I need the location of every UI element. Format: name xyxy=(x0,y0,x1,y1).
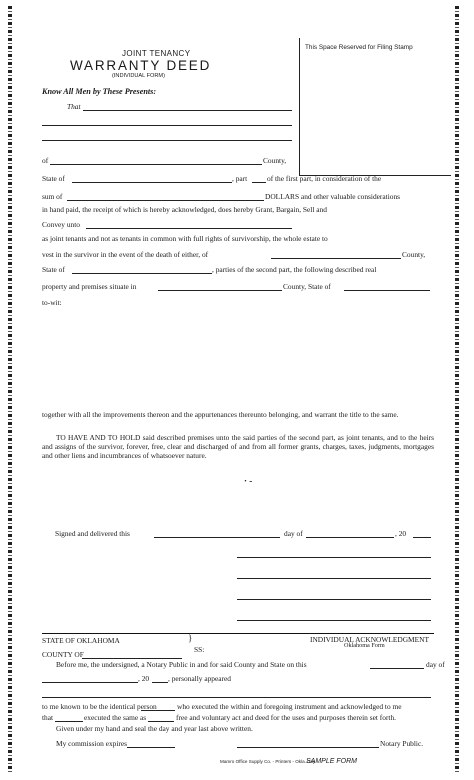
state-of-label-2: State of xyxy=(42,265,65,274)
second-part-text: , parties of the second part, the following described real xyxy=(212,265,377,274)
habendum-clause: TO HAVE AND TO HOLD said described premises unto the said parties of the second part, as joint tenants, and to the heirs and assigns of the survivor, forever, free, clear and discharged of and from all former grants, charges, taxes, judgments, mortgages and other liens and incumbrances of whatsoever nature. xyxy=(42,433,434,460)
know-all-men: Know All Men by These Presents: xyxy=(42,87,157,96)
signed-month-line[interactable] xyxy=(306,537,394,538)
identical-person-line[interactable] xyxy=(141,710,175,711)
page-mark: · - xyxy=(244,476,253,486)
notary-signature-line[interactable] xyxy=(237,747,379,748)
county-state-label: County, State of xyxy=(283,282,331,291)
ack-month-line[interactable] xyxy=(42,682,138,683)
grantor-line-1[interactable] xyxy=(83,110,292,111)
dollars-text: DOLLARS and other valuable considerations xyxy=(265,192,401,201)
grantor-county-line[interactable] xyxy=(50,164,262,165)
of-label: of xyxy=(42,156,49,165)
ss-bracket: } xyxy=(188,633,193,643)
free-act-text: free and voluntary act and deed for the uses and purposes therein set forth. xyxy=(176,713,396,722)
to-wit-label: to-wit: xyxy=(42,298,62,307)
signature-line-4[interactable] xyxy=(237,620,431,621)
signed-day-line[interactable] xyxy=(154,537,280,538)
given-under-text: Given under my hand and seal the day and year last above written. xyxy=(56,724,253,733)
county-label-2: County, xyxy=(402,250,426,259)
filing-stamp-label: This Space Reserved for Filing Stamp xyxy=(305,44,413,51)
known-to-be-text: to me known to be the identical person xyxy=(42,702,157,711)
joint-tenants-line: as joint tenants and not as tenants in common with full rights of survivorship, the whole estate to xyxy=(42,234,328,243)
part-suffix-line[interactable] xyxy=(252,182,266,183)
state-oklahoma: STATE OF OKLAHOMA xyxy=(42,636,120,645)
ack-year-line[interactable] xyxy=(152,682,168,683)
commission-line[interactable] xyxy=(127,747,175,748)
grantor-line-2[interactable] xyxy=(42,125,292,126)
property-state-line[interactable] xyxy=(344,290,430,291)
grantee-state-line[interactable] xyxy=(72,273,212,274)
sum-line[interactable] xyxy=(67,200,264,201)
grantee-county-line[interactable] xyxy=(271,258,401,259)
before-me-text: Before me, the undersigned, a Notary Public in and for said County and State on this xyxy=(56,660,307,669)
sample-form-label: SAMPLE FORM xyxy=(306,758,357,765)
state-of-label: State of xyxy=(42,174,65,183)
who-executed-text: who executed the within and foregoing instrument and acknowledged to me xyxy=(177,702,402,711)
filing-stamp-box xyxy=(299,38,451,176)
grantor-state-line[interactable] xyxy=(72,182,232,183)
executed-as-line[interactable] xyxy=(148,721,174,722)
receipt-line: in hand paid, the receipt of which is hereby acknowledged, does hereby Grant, Bargain, Sell and xyxy=(42,205,327,214)
appurtenances-clause: together with all the improvements thereon and the appurtenances thereunto belonging, and warrant the title to the same. xyxy=(42,410,399,419)
ack-heading: INDIVIDUAL ACKNOWLEDGMENT xyxy=(310,635,429,644)
ack-county-line[interactable] xyxy=(82,658,182,659)
ack-divider xyxy=(42,633,434,634)
notary-public-label: Notary Public. xyxy=(380,739,424,748)
property-county-line[interactable] xyxy=(158,290,282,291)
printer-credit: Mamro Office Supply Co. - Printers - Okla. City xyxy=(220,759,316,764)
year-prefix: , 20 xyxy=(395,529,407,538)
ack-form-label: Oklahoma Form xyxy=(344,642,385,649)
sum-of-label: sum of xyxy=(42,192,63,201)
joint-tenancy-label: JOINT TENANCY xyxy=(122,49,191,58)
ack-day-line[interactable] xyxy=(370,668,424,669)
day-of-label: day of xyxy=(284,529,303,538)
executed-same-text: executed the same as xyxy=(84,713,147,722)
page-border-right xyxy=(455,6,459,774)
property-situate-label: property and premises situate in xyxy=(42,282,137,291)
personally-appeared: , personally appeared xyxy=(168,674,231,683)
signed-year-line[interactable] xyxy=(413,537,431,538)
grantor-line-3[interactable] xyxy=(42,140,292,141)
ack-day-of-label: day of xyxy=(426,660,445,669)
part-label: , part xyxy=(232,174,248,183)
ss-label: SS: xyxy=(194,645,205,654)
signed-delivered-label: Signed and delivered this xyxy=(55,529,130,538)
commission-label: My commission expires xyxy=(56,739,128,748)
vest-line: vest in the survivor in the event of the death of either, of xyxy=(42,250,209,259)
appeared-name-line[interactable] xyxy=(42,697,431,698)
signature-line-2[interactable] xyxy=(237,578,431,579)
first-part-text: of the first part, in consideration of the xyxy=(267,174,382,183)
convey-unto-label: Convey unto xyxy=(42,220,80,229)
ack-year-prefix: , 20 xyxy=(138,674,150,683)
county-label: County, xyxy=(263,156,287,165)
that-label: That xyxy=(67,102,81,111)
grantee-line[interactable] xyxy=(86,228,292,229)
signature-line-3[interactable] xyxy=(237,599,431,600)
signature-line-1[interactable] xyxy=(237,557,431,558)
county-of-label: COUNTY OF xyxy=(42,650,84,659)
page-border-left xyxy=(8,6,12,774)
deed-subtitle: (INDIVIDUAL FORM) xyxy=(112,73,165,79)
that-ack-line[interactable] xyxy=(55,721,83,722)
that-ack-label: that xyxy=(42,713,54,722)
deed-title: WARRANTY DEED xyxy=(70,58,212,73)
